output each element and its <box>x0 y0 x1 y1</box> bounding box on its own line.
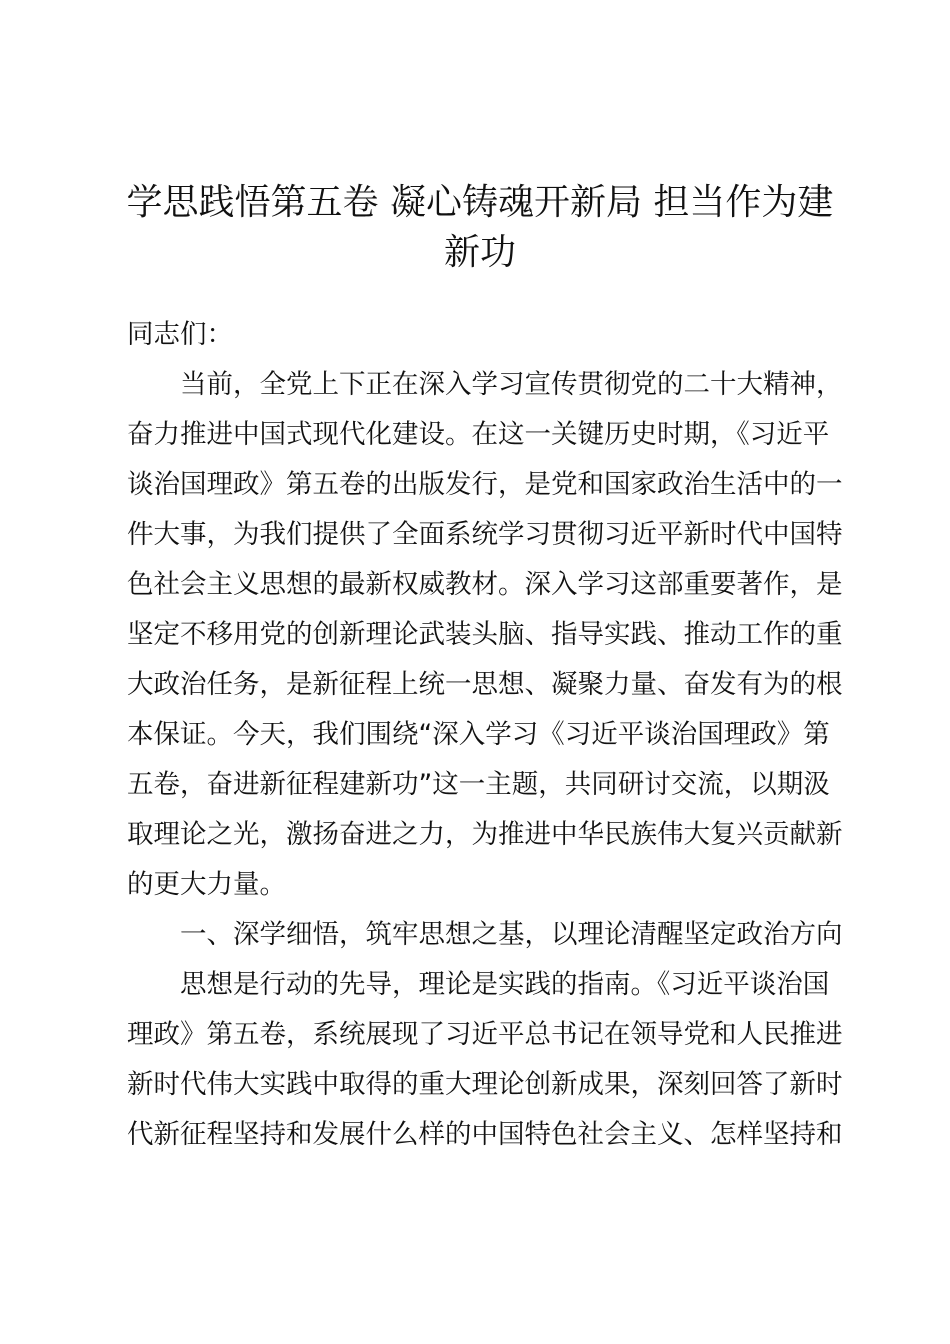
paragraph-intro <box>127 360 843 910</box>
paragraph-line: 理政》第五卷，系统展现了习近平总书记在领导党和人民推进 <box>127 1019 843 1050</box>
paragraph-line: 奋力推进中国式现代化建设。在这一关键历史时期，《习近平 <box>127 419 830 450</box>
paragraph-line: 五卷，奋进新征程建新功”这一主题，共同研讨交流，以期汲 <box>127 769 830 800</box>
paragraph-line: 件大事，为我们提供了全面系统学习贯彻习近平新时代中国特 <box>127 519 843 550</box>
salutation: 同志们： <box>127 319 233 350</box>
section-heading-1 <box>127 910 843 960</box>
title-line-2: 新功 <box>443 232 516 273</box>
paragraph-line: 取理论之光，激扬奋进之力，为推进中华民族伟大复兴贡献新 <box>127 819 843 850</box>
paragraph-line: 色社会主义思想的最新权威教材。深入学习这部重要著作，是 <box>127 569 843 600</box>
document-title <box>120 180 840 280</box>
paragraph-line: 新时代伟大实践中取得的重大理论创新成果，深刻回答了新时 <box>127 1069 843 1100</box>
paragraph-line: 本保证。今天，我们围绕“深入学习《习近平谈治国理政》第 <box>127 719 830 750</box>
paragraph-line: 思想是行动的先导，理论是实践的指南。《习近平谈治国 <box>180 969 830 1000</box>
paragraph-line: 当前，全党上下正在深入学习宣传贯彻党的二十大精神， <box>180 369 843 400</box>
paragraph-line: 的更大力量。 <box>127 869 286 900</box>
section-heading-text: 一、深学细悟，筑牢思想之基，以理论清醒坚定政治方向 <box>180 919 843 950</box>
document-body <box>127 310 843 1160</box>
paragraph-line: 谈治国理政》第五卷的出版发行，是党和国家政治生活中的一 <box>127 469 843 500</box>
title-line-1: 学思践悟第五卷 凝心铸魂开新局 担当作为建 <box>126 182 834 223</box>
paragraph-section-1 <box>127 960 843 1160</box>
paragraph-line: 大政治任务，是新征程上统一思想、凝聚力量、奋发有为的根 <box>127 669 843 700</box>
paragraph-line: 坚定不移用党的创新理论武装头脑、指导实践、推动工作的重 <box>127 619 843 650</box>
paragraph-line: 代新征程坚持和发展什么样的中国特色社会主义、怎样坚持和 <box>127 1119 843 1150</box>
